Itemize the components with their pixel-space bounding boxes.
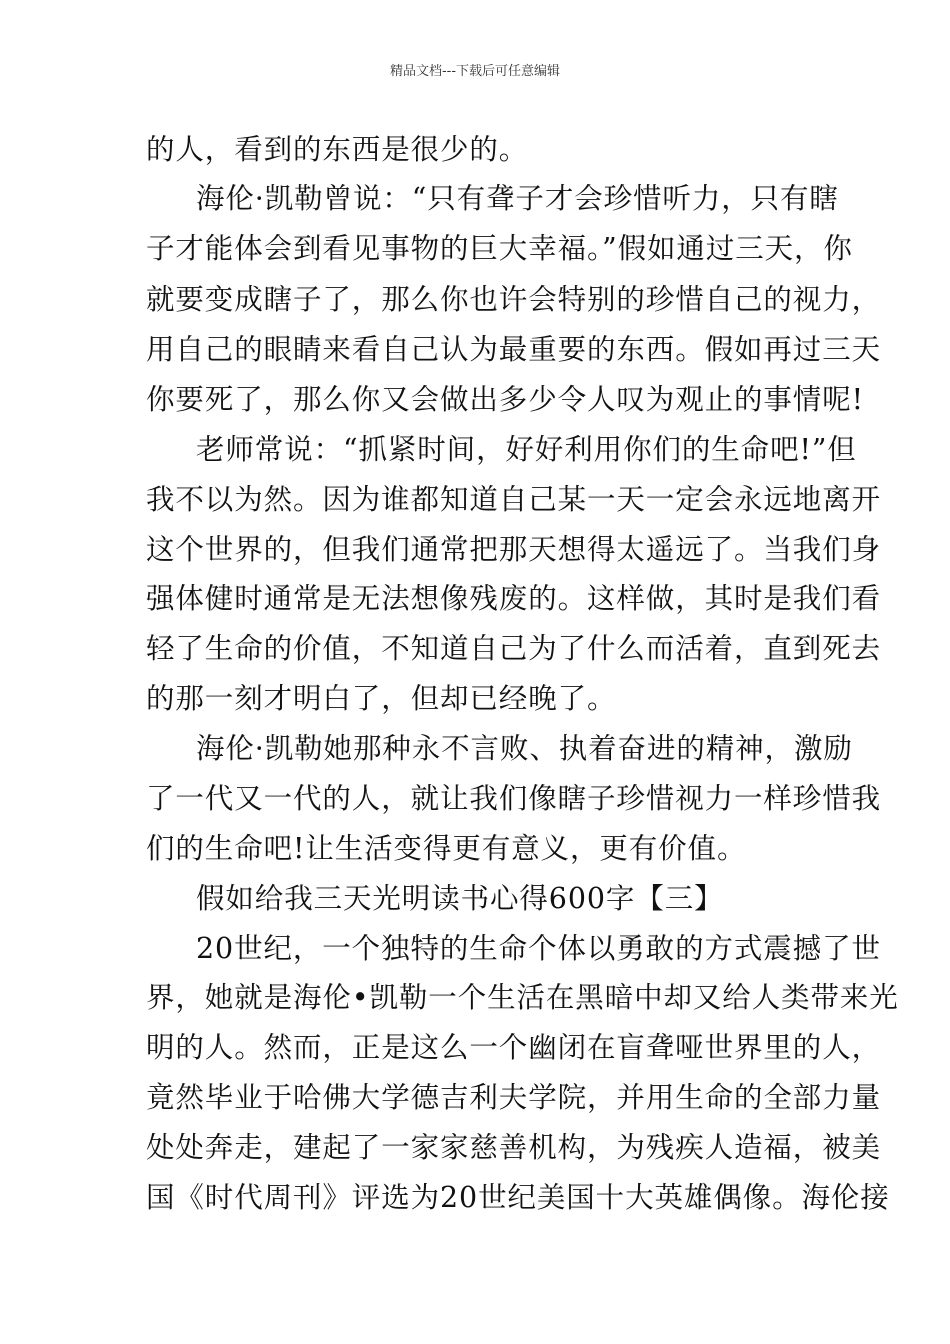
text-line: 海伦·凯勒曾说：“只有聋子才会珍惜听力，只有瞎	[196, 182, 839, 215]
page-header: 精品文档---下载后可任意编辑	[389, 64, 561, 79]
text-line: 的那一刻才明白了，但却已经晚了。	[146, 682, 617, 715]
text-line: 轻了生命的价值，不知道自己为了什么而活着，直到死去	[146, 632, 882, 665]
text-line: 用自己的眼睛来看自己认为最重要的东西。假如再过三天	[146, 333, 882, 366]
text-line: 竟然毕业于哈佛大学德吉利夫学院，并用生命的全部力量	[146, 1081, 882, 1114]
text-line: 20世纪，一个独特的生命个体以勇敢的方式震撼了世	[196, 932, 881, 965]
text-line: 这个世界的，但我们通常把那天想得太遥远了。当我们身	[146, 533, 882, 566]
text-line: 们的生命吧!让生活变得更有意义，更有价值。	[146, 832, 747, 865]
text-line: 海伦·凯勒她那种永不言败、执着奋进的精神，激励	[196, 732, 853, 765]
text-line: 的人，看到的东西是很少的。	[146, 133, 529, 166]
text-line: 界，她就是海伦•凯勒一个生活在黑暗中却又给人类带来光	[146, 981, 899, 1014]
text-line: 就要变成瞎子了，那么你也许会特别的珍惜自己的视力，	[146, 283, 882, 316]
text-line: 老师常说：“抓紧时间，好好利用你们的生命吧!”但	[196, 433, 857, 466]
text-line: 国《时代周刊》评选为20世纪美国十大英雄偶像。海伦接	[146, 1181, 890, 1214]
text-line: 明的人。然而，正是这么一个幽闭在盲聋哑世界里的人，	[146, 1031, 882, 1064]
text-line: 你要死了，那么你又会做出多少令人叹为观止的事情呢!	[146, 383, 864, 416]
text-line: 子才能体会到看见事物的巨大幸福。”假如通过三天，你	[146, 232, 853, 265]
section-heading: 假如给我三天光明读书心得600字【三】	[196, 882, 724, 915]
text-line: 处处奔走，建起了一家家慈善机构，为残疾人造福，被美	[146, 1131, 882, 1164]
text-line: 强体健时通常是无法想像残废的。这样做，其时是我们看	[146, 582, 882, 615]
text-line: 我不以为然。因为谁都知道自己某一天一定会永远地离开	[146, 483, 882, 516]
text-line: 了一代又一代的人，就让我们像瞎子珍惜视力一样珍惜我	[146, 782, 882, 815]
